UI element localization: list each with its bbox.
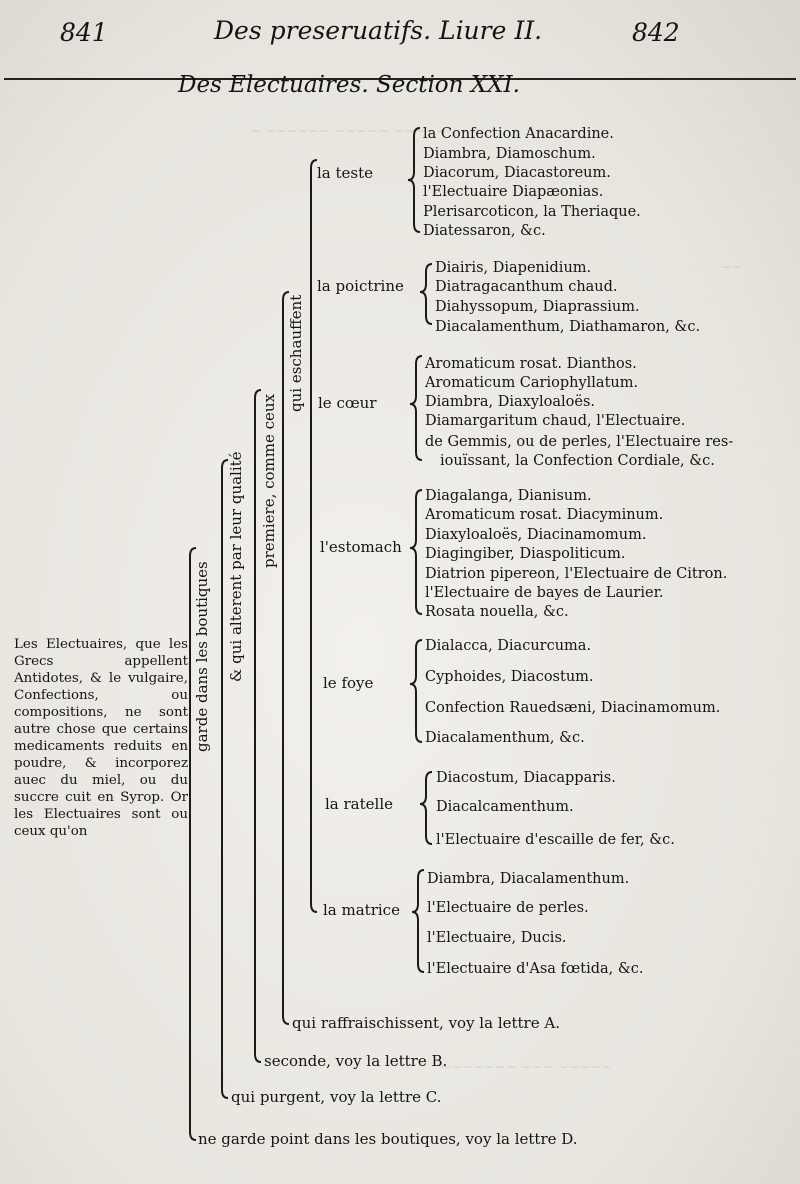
list-item: Aromaticum rosat. Dianthos. bbox=[425, 356, 637, 372]
list-item: Diagalanga, Dianisum. bbox=[425, 488, 592, 504]
section-title: Des Electuaires. Section XXI. bbox=[178, 72, 520, 98]
list-item: Diacalcamenthum. bbox=[436, 799, 574, 815]
list-item: Diacalamenthum, Diathamaron, &c. bbox=[435, 319, 701, 335]
list-item: l'Electuaire de bayes de Laurier. bbox=[425, 585, 664, 601]
vertical-label-alterent: & qui alterent par leur qualité bbox=[227, 451, 245, 682]
list-item: Diacalamenthum, &c. bbox=[425, 730, 585, 746]
tail-raffraischissent: qui raffraischissent, voy la lettre A. bbox=[292, 1014, 560, 1032]
bleed-through-text: ~~~~~~~ ~~~ ~~~~~ bbox=[440, 1060, 612, 1075]
list-item: Cyphoides, Diacostum. bbox=[425, 669, 594, 685]
list-item: l'Electuaire de perles. bbox=[427, 900, 589, 916]
list-item: de Gemmis, ou de perles, l'Electuaire res- bbox=[425, 434, 734, 450]
list-item: Diatragacanthum chaud. bbox=[435, 279, 618, 295]
page-number-left: 841 bbox=[60, 18, 108, 47]
list-item: Confection Rauedsæni, Diacinamomum. bbox=[425, 700, 721, 716]
page-number-right: 842 bbox=[632, 18, 680, 47]
list-item: l'Electuaire d'escaille de fer, &c. bbox=[436, 832, 675, 848]
group-label-foye: le foye bbox=[323, 674, 374, 692]
list-item: Plerisarcoticon, la Theriaque. bbox=[423, 204, 641, 220]
list-item: Diambra, Diacalamenthum. bbox=[427, 871, 630, 887]
list-item: Aromaticum rosat. Diacyminum. bbox=[425, 507, 664, 523]
bleed-through-text: ~ ~~~~~~ ~~~~~ ~~~~~ bbox=[250, 124, 448, 139]
group-label-teste: la teste bbox=[317, 164, 374, 182]
list-item: Rosata nouella, &c. bbox=[425, 604, 569, 620]
list-item: Diagingiber, Diaspoliticum. bbox=[425, 546, 626, 562]
vertical-label-premiere: premiere, comme ceux bbox=[260, 393, 278, 568]
list-item: l'Electuaire Diapæonias. bbox=[423, 184, 604, 200]
list-item: Aromaticum Cariophyllatum. bbox=[425, 375, 639, 391]
vertical-label-garde: garde dans les boutiques bbox=[193, 561, 211, 752]
running-title: Des preseruatifs. Liure II. bbox=[214, 16, 543, 45]
list-item: Diatrion pipereon, l'Electuaire de Citron. bbox=[425, 566, 728, 582]
group-label-poictrine: la poictrine bbox=[317, 277, 404, 295]
list-item: Diatessaron, &c. bbox=[423, 223, 546, 239]
list-item: Diamargaritum chaud, l'Electuaire. bbox=[425, 413, 686, 429]
list-item: iouïssant, la Confection Cordiale, &c. bbox=[440, 453, 715, 469]
tail-purgent: qui purgent, voy la lettre C. bbox=[231, 1088, 442, 1106]
list-item: Diaxyloaloës, Diacinamomum. bbox=[425, 527, 647, 543]
list-item: Diacostum, Diacapparis. bbox=[436, 770, 616, 786]
list-item: Diahyssopum, Diaprassium. bbox=[435, 299, 640, 315]
list-item: l'Electuaire, Ducis. bbox=[427, 930, 567, 946]
intro-paragraph: Les Electuaires, que les Grecs appellent Antidotes, & le vulgaire, Confections, ou compositions, ne sont autre chose que certains medicaments reduits en poudre, & incorporez auec du miel, ou du succre cuit en Syrop. Or les Electuaires sont ou ceux qu'on bbox=[14, 637, 188, 839]
group-label-estomach: l'estomach bbox=[320, 538, 402, 556]
list-item: Diambra, Diaxyloaloës. bbox=[425, 394, 596, 410]
vertical-label-eschauffent: qui eschauffent bbox=[287, 294, 305, 412]
list-item: Dialacca, Diacurcuma. bbox=[425, 638, 592, 654]
tail-seconde: seconde, voy la lettre B. bbox=[264, 1052, 448, 1070]
list-item: Diacorum, Diacastoreum. bbox=[423, 165, 611, 181]
list-item: Diairis, Diapenidium. bbox=[435, 260, 592, 276]
group-label-coeur: le cœur bbox=[318, 394, 377, 412]
tail-ne-garde: ne garde point dans les boutiques, voy la lettre D. bbox=[198, 1130, 578, 1148]
bleed-through-text: ~~ bbox=[720, 260, 742, 275]
list-item: la Confection Anacardine. bbox=[423, 126, 614, 142]
group-label-ratelle: la ratelle bbox=[325, 795, 393, 813]
group-label-matrice: la matrice bbox=[323, 901, 400, 919]
list-item: Diambra, Diamoschum. bbox=[423, 146, 596, 162]
list-item: l'Electuaire d'Asa fœtida, &c. bbox=[427, 961, 644, 977]
